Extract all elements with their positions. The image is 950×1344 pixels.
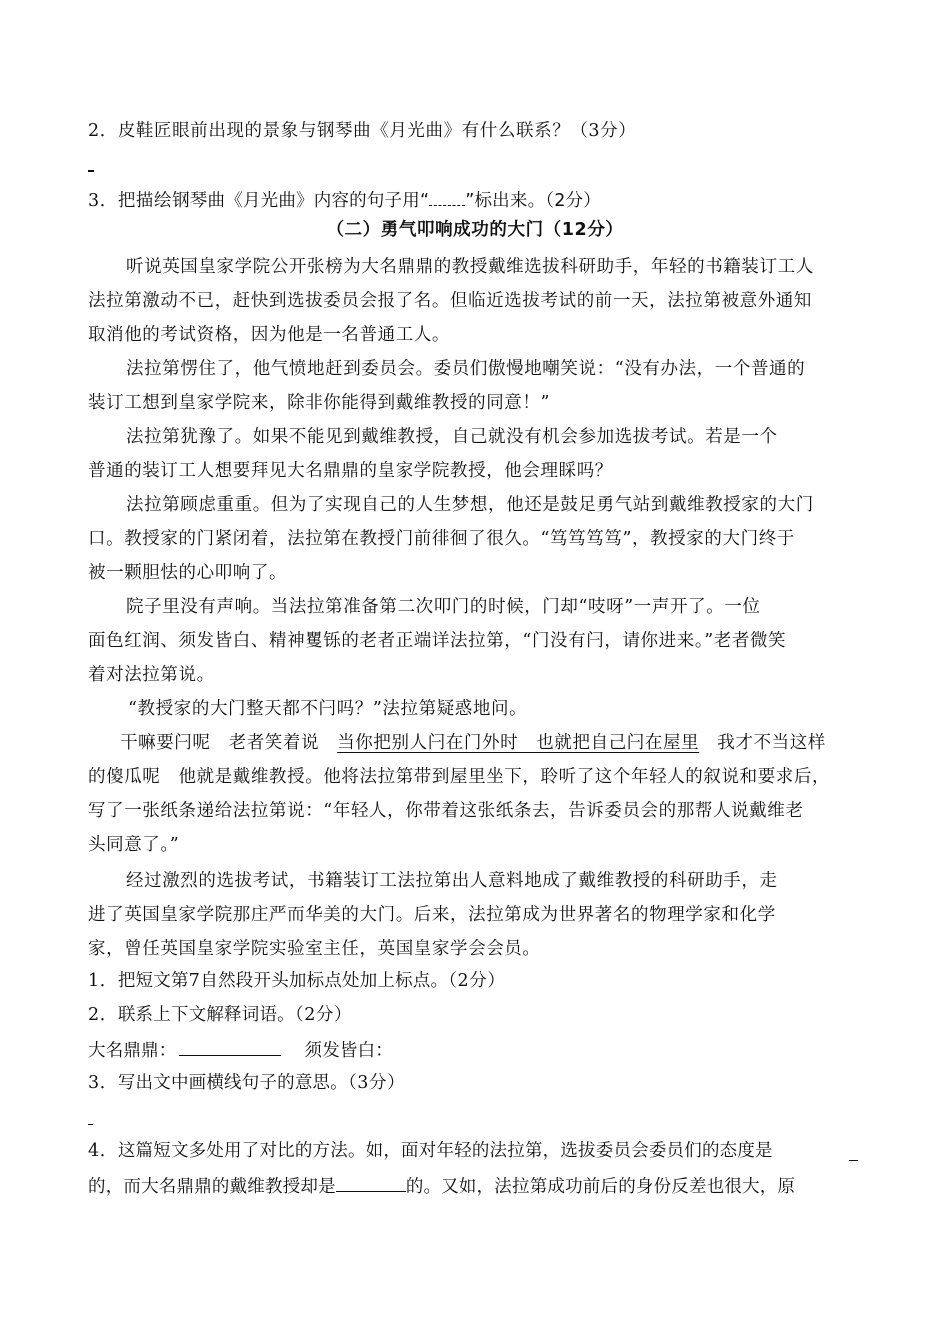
- paragraph-1-line-1: 听说英国皇家学院公开张榜为大名鼎鼎的教授戴维选拔科研助手，年轻的书籍装订工人: [126, 257, 814, 277]
- paragraph-1-line-3: 取消他的考试资格，因为他是一名普通工人。: [88, 325, 450, 345]
- paragraph-2-line-2: 装订工想到皇家学院来，除非你能得到戴维教授的同意！”: [88, 393, 551, 413]
- term-2: 须发皆白：: [304, 1041, 393, 1061]
- section-title: （二）勇气叩响成功的大门（12分）: [326, 220, 624, 240]
- question-4-line-2: 的，而大名鼎鼎的戴维教授却是 的。又如，法拉第成功前后的身份反差也很大，原: [88, 1173, 795, 1199]
- paragraph-7-line-2: 的傻瓜呢 他就是戴维教授。他将法拉第带到屋里坐下，聆听了这个年轻人的叙说和要求后，: [88, 767, 831, 787]
- question-3: 3．写出文中画横线句子的意思。（3分）: [88, 1073, 406, 1093]
- paragraph-7-line-3: 写了一张纸条递给法拉第说：“年轻人，你带着这张纸条去，告诉委员会的那帮人说戴维老: [88, 801, 804, 821]
- paragraph-4-line-1: 法拉第顾虑重重。但为了实现自己的人生梦想，他还是鼓足勇气站到戴维教授家的大门: [126, 495, 814, 515]
- question-1: 1．把短文第7自然段开头加标点处加上标点。（2分）: [88, 971, 506, 991]
- mark-blank: [429, 187, 465, 206]
- paragraph-1-line-2: 法拉第激动不已，赶快到选拔委员会报了名。但临近选拔考试的前一天，法拉第被意外通知: [88, 291, 812, 311]
- paragraph-6-line-1: “教授家的大门整天都不闩吗？”法拉第疑惑地问。: [128, 699, 528, 719]
- paragraph-4-line-3: 被一颗胆怯的心叩响了。: [88, 563, 288, 583]
- paragraph-8-line-3: 家，曾任英国皇家学院实验室主任，英国皇家学会会员。: [88, 939, 541, 959]
- paragraph-3-line-2: 普通的装订工人想要拜见大名鼎鼎的皇家学院教授，他会理睬吗？: [88, 461, 613, 481]
- paragraph-5-line-1: 院子里没有声响。当法拉第准备第二次叩门的时候，门却“吱呀”一声开了。一位: [126, 597, 761, 617]
- paragraph-7-line-1: 干嘛要闩呢 老者笑着说 当你把别人闩在门外时 也就把自己闩在屋里 我才不当这样: [120, 733, 826, 753]
- underlined-sentence: 当你把别人闩在门外时 也就把自己闩在屋里: [337, 733, 700, 753]
- term-1: 大名鼎鼎：: [88, 1041, 177, 1061]
- paragraph-8-line-2: 进了英国皇家学院那庄严而华美的大门。后来，法拉第成为世界著名的物理学家和化学: [88, 905, 776, 925]
- paragraph-5-line-2: 面色红润、须发皆白、精神矍铄的老者正端详法拉第，“门没有闩，请你进来。”老者微笑: [88, 631, 787, 651]
- answer-blank-q4-2[interactable]: [336, 1173, 406, 1192]
- question-2-previous: 2．皮鞋匠眼前出现的景象与钢琴曲《月光曲》有什么联系？（3分）: [88, 121, 637, 141]
- question-2: 2．联系上下文解释词语。（2分）: [88, 1005, 353, 1025]
- paragraph-8-line-1: 经过激烈的选拔考试，书籍装订工法拉第出人意料地成了戴维教授的科研助手，走: [126, 871, 778, 891]
- paragraph-2-line-1: 法拉第愣住了，他气愤地赶到委员会。委员们傲慢地嘲笑说：“没有办法，一个普通的: [126, 359, 806, 379]
- question-3-previous: 3．把描绘钢琴曲《月光曲》内容的句子用“ ”标出来。（2分）: [88, 187, 601, 213]
- answer-blank-term-1[interactable]: [179, 1037, 281, 1056]
- paragraph-5-line-3: 着对法拉第说。: [88, 665, 215, 685]
- paragraph-7-line-4: 头同意了。”: [88, 835, 180, 855]
- answer-mark: [88, 170, 94, 172]
- answer-blank-q4-1[interactable]: [849, 1160, 858, 1161]
- paragraph-4-line-2: 口。教授家的门紧闭着，法拉第在教授门前徘徊了很久。“笃笃笃笃”，教授家的大门终于: [88, 529, 795, 549]
- paragraph-3-line-1: 法拉第犹豫了。如果不能见到戴维教授，自己就没有机会参加选拔考试。若是一个: [126, 427, 778, 447]
- answer-mark: [88, 1124, 93, 1125]
- question-4-line-1: 4．这篇短文多处用了对比的方法。如，面对年轻的法拉第，选拔委员会委员们的态度是: [88, 1141, 773, 1161]
- question-2-terms: [88, 1037, 393, 1063]
